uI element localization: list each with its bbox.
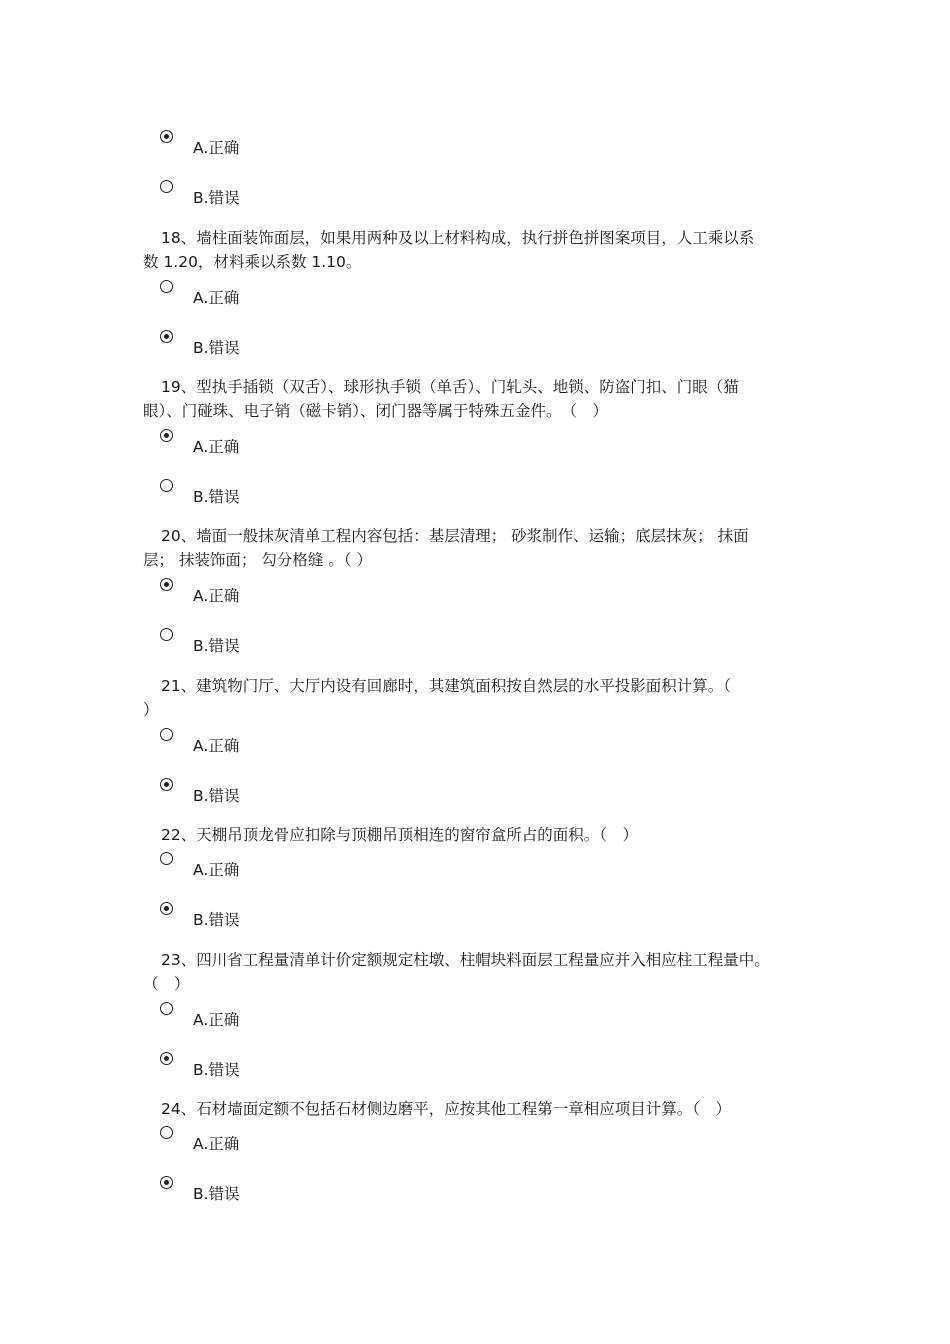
q22-line1: 22、天棚吊顶龙骨应扣除与顶棚吊顶相连的窗帘盒所占的面积。（ ） (161, 826, 638, 844)
q21-radio-a[interactable] (160, 728, 173, 741)
q20-text (143, 524, 813, 572)
q17-option-a[interactable] (160, 130, 460, 180)
q21-radio-b[interactable] (160, 778, 173, 791)
q18-text (143, 226, 813, 274)
q22-text (143, 823, 813, 847)
q23-label-a: A.正确 (193, 1011, 240, 1029)
q19-text (143, 375, 813, 423)
q20-radio-b[interactable] (160, 628, 173, 641)
q19-line1: 19、型执手插锁（双舌）、球形执手锁（单舌）、门轧头、地锁、防盗门扣、门眼（猫 (161, 378, 739, 396)
q24-radio-a[interactable] (160, 1126, 173, 1139)
q18-option-b[interactable] (160, 330, 460, 380)
q19-line2: 眼）、门碰珠、电子销（磁卡销）、闭门器等属于特殊五金件。 （ ） (143, 402, 609, 420)
q21-option-a[interactable] (160, 728, 460, 778)
q24-line1: 24、石材墙面定额不包括石材侧边磨平，应按其他工程第一章相应项目计算。（ ） (161, 1100, 731, 1118)
q22-option-b[interactable] (160, 902, 460, 952)
q18-radio-a[interactable] (160, 280, 173, 293)
q19-radio-b[interactable] (160, 479, 173, 492)
q18-line1: 18、墙柱面装饰面层，如果用两种及以上材料构成，执行拼色拼图案项目，人工乘以系 (161, 229, 755, 247)
q19-radio-a[interactable] (160, 429, 173, 442)
q23-option-a[interactable] (160, 1002, 460, 1052)
q24-radio-b[interactable] (160, 1176, 173, 1189)
q24-label-a: A.正确 (193, 1135, 240, 1153)
q23-radio-a[interactable] (160, 1002, 173, 1015)
q18-label-a: A.正确 (193, 289, 240, 307)
q21-option-b[interactable] (160, 778, 460, 828)
q21-label-b: B.错误 (193, 787, 240, 805)
q18-line2: 数 1.20，材料乘以系数 1.10。 (143, 253, 362, 271)
q20-option-b[interactable] (160, 628, 460, 678)
q24-option-b[interactable] (160, 1176, 460, 1226)
q23-option-b[interactable] (160, 1052, 460, 1102)
q20-radio-a[interactable] (160, 578, 173, 591)
q22-label-a: A.正确 (193, 861, 240, 879)
q22-option-a[interactable] (160, 852, 460, 902)
q17-option-b[interactable] (160, 180, 460, 230)
q21-text (143, 674, 813, 722)
q21-line1: 21、建筑物门厅、大厅内设有回廊时，其建筑面积按自然层的水平投影面积计算。（ (161, 677, 731, 695)
q19-label-b: B.错误 (193, 488, 240, 506)
q17-radio-a[interactable] (160, 130, 173, 143)
q22-label-b: B.错误 (193, 911, 240, 929)
q24-label-b: B.错误 (193, 1185, 240, 1203)
q17-radio-b[interactable] (160, 180, 173, 193)
q18-option-a[interactable] (160, 280, 460, 330)
q24-option-a[interactable] (160, 1126, 460, 1176)
q19-label-a: A.正确 (193, 438, 240, 456)
q23-line2: （ ） (143, 975, 190, 993)
q21-label-a: A.正确 (193, 737, 240, 755)
q20-label-a: A.正确 (193, 587, 240, 605)
q17-label-a: A.正确 (193, 139, 240, 157)
q21-line2: ） (143, 701, 159, 719)
q20-option-a[interactable] (160, 578, 460, 628)
q19-option-b[interactable] (160, 479, 460, 529)
q20-line1: 20、墙面一般抹灰清单工程内容包括：基层清理； 砂浆制作、运输；底层抹灰； 抹面 (161, 527, 749, 545)
q18-radio-b[interactable] (160, 330, 173, 343)
q19-option-a[interactable] (160, 429, 460, 479)
q22-radio-b[interactable] (160, 902, 173, 915)
q23-radio-b[interactable] (160, 1052, 173, 1065)
q22-radio-a[interactable] (160, 852, 173, 865)
q20-line2: 层； 抹装饰面； 勾分格缝 。（ ） (143, 551, 372, 569)
q17-label-b: B.错误 (193, 189, 240, 207)
q24-text (143, 1097, 813, 1121)
q23-text (143, 948, 813, 996)
q18-label-b: B.错误 (193, 339, 240, 357)
q23-label-b: B.错误 (193, 1061, 240, 1079)
q20-label-b: B.错误 (193, 637, 240, 655)
q23-line1: 23、四川省工程量清单计价定额规定柱墩、柱帽块料面层工程量应并入相应柱工程量中。 (161, 951, 770, 969)
